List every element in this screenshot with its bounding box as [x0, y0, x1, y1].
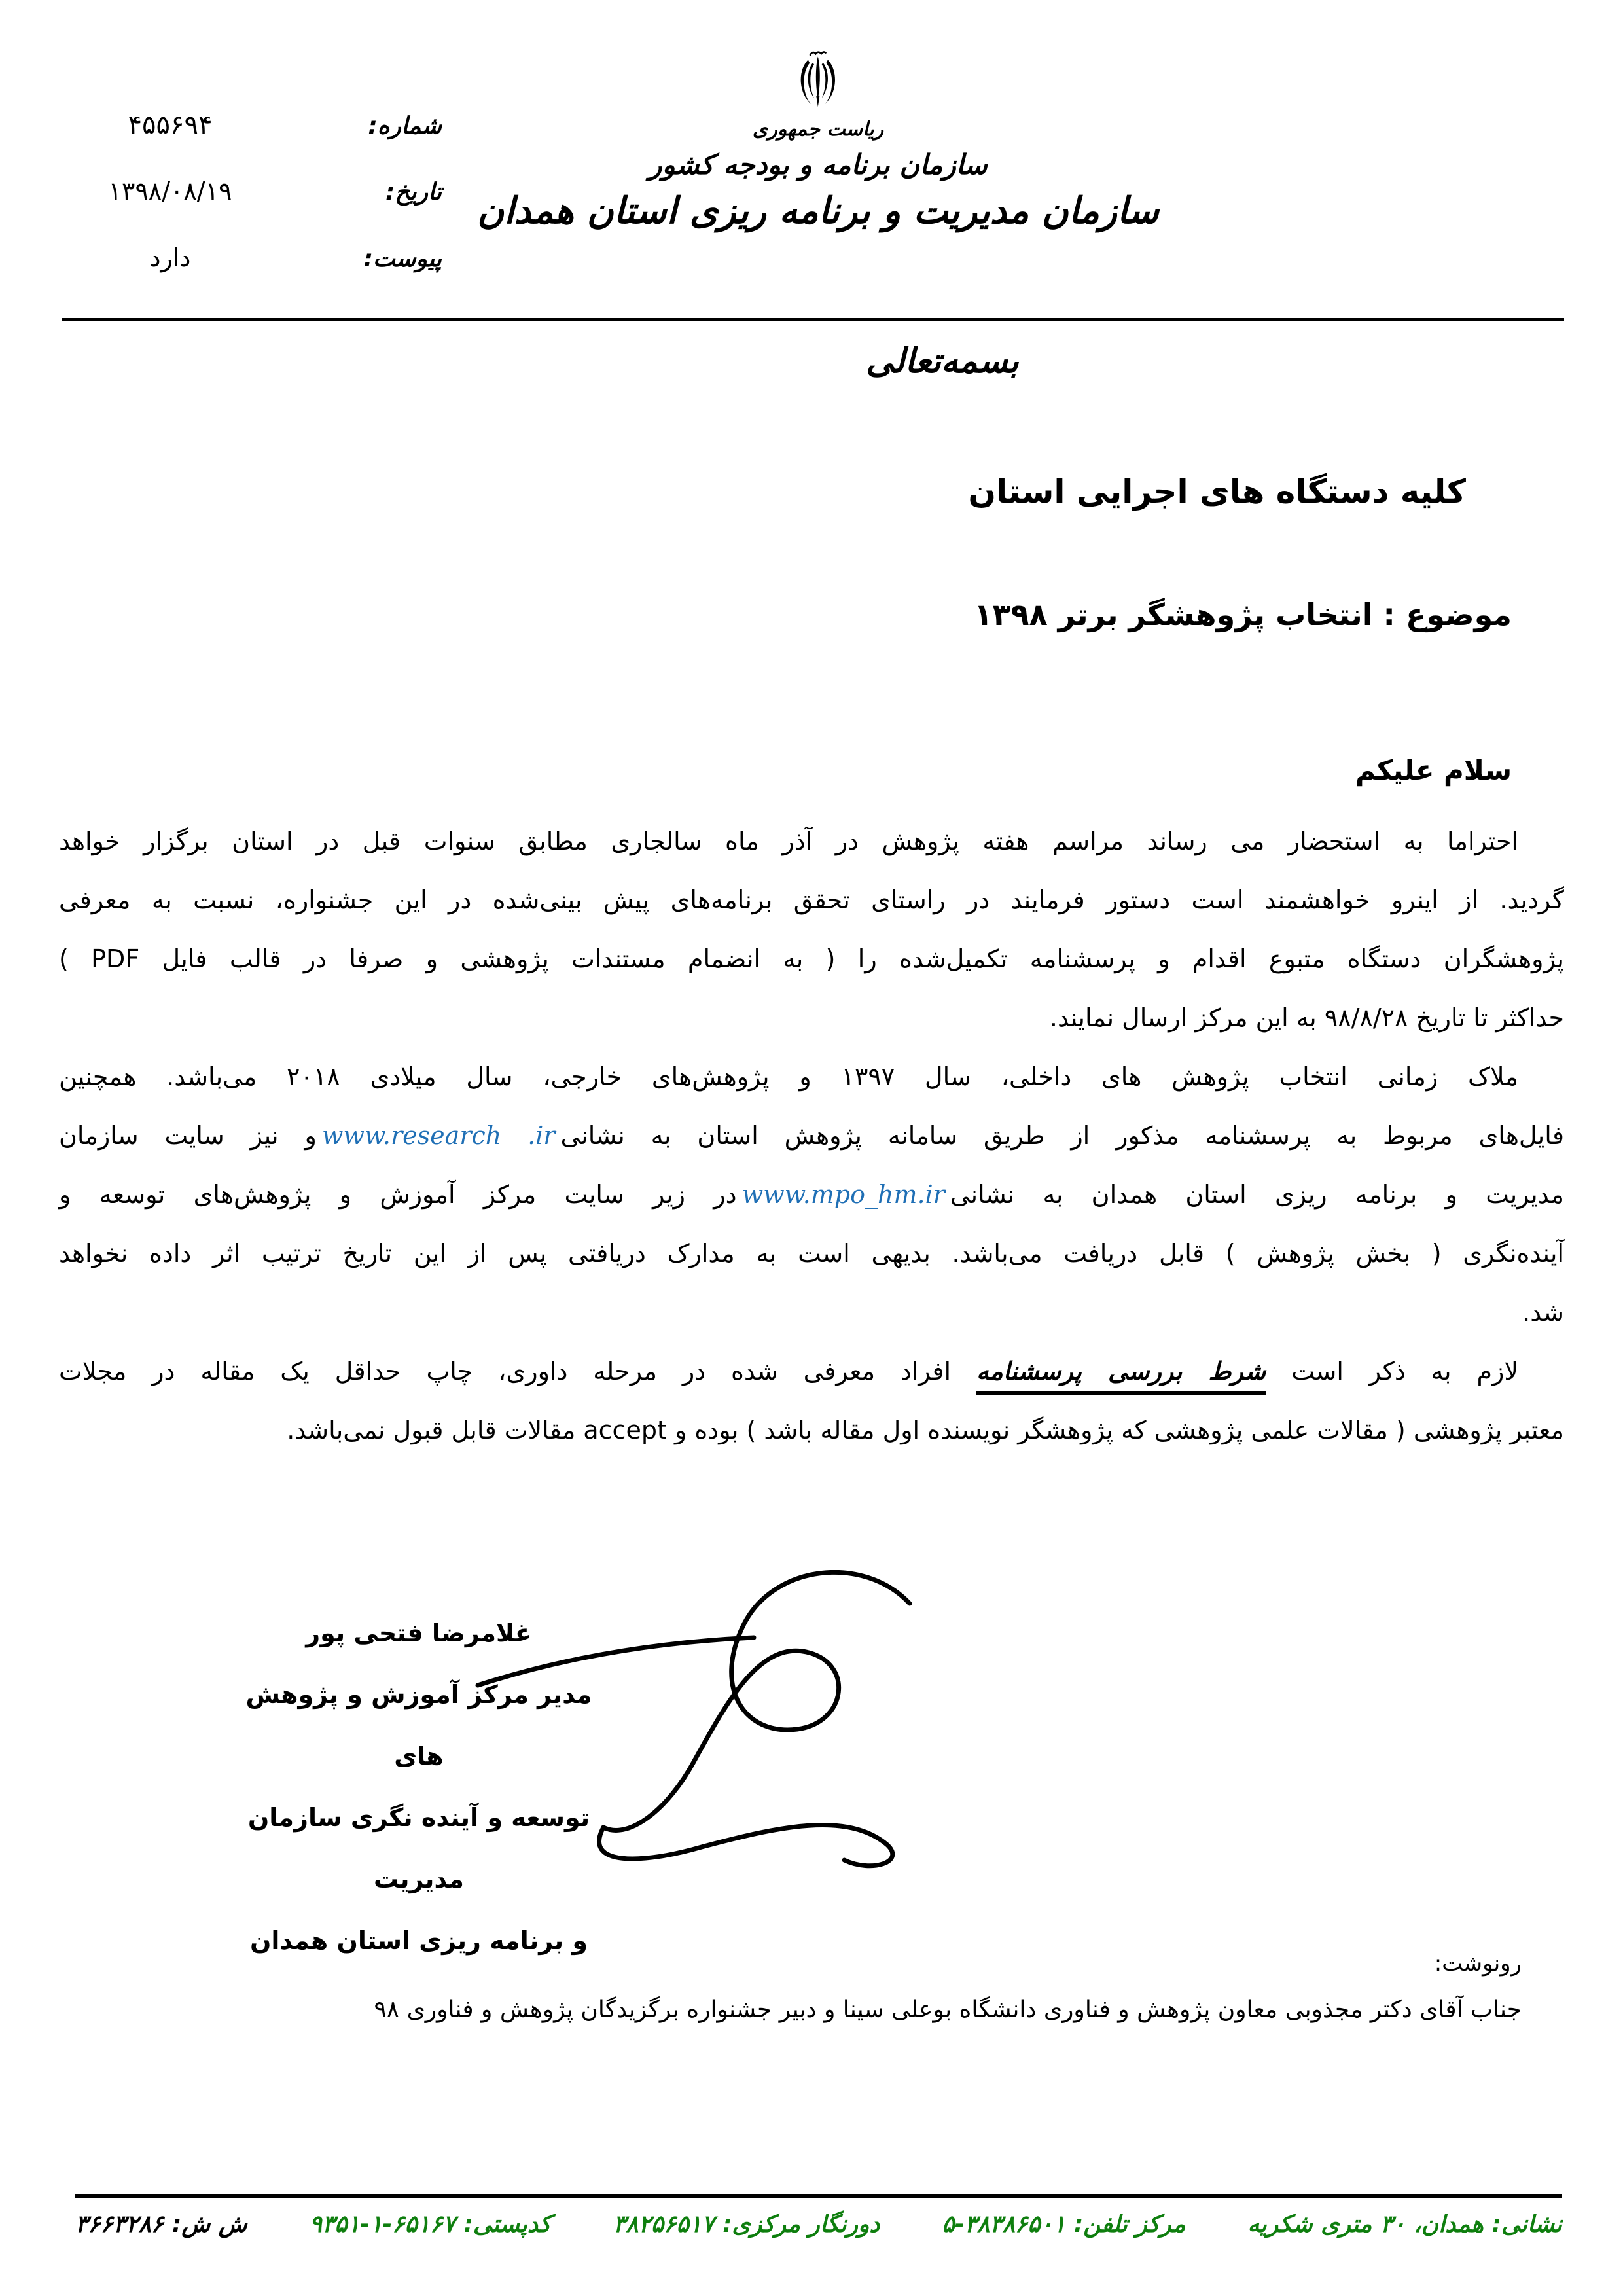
body-line: معتبر پژوهشی ( مقالات علمی پژوهشی که پژوهشگر نویسنده اول مقاله باشد ) بوده و accept مقالات قابل قبول نمی‌باشد.: [287, 1416, 1564, 1444]
questionnaire-condition-emphasis: شرط بررسی پرسشنامه: [976, 1357, 1266, 1395]
body-text: در زیر سایت مرکز آموزش و پژوهش‌های توسعه و: [59, 1180, 737, 1209]
body-text: و نیز سایت سازمان: [59, 1121, 317, 1150]
body-line: ملاک زمانی انتخاب پژوهش های داخلی، سال ۱۳۹۷ و پژوهش‌های خارجی، سال میلادی ۲۰۱۸ می‌باشد. همچنین: [59, 1062, 1518, 1091]
field-date-label: تاریخ:: [385, 179, 442, 206]
recipient-title: کلیه دستگاه های اجرایی استان: [968, 473, 1466, 511]
handwritten-signature-icon: [386, 1564, 949, 1878]
field-number-label: شماره:: [368, 113, 442, 139]
body-text: مدیریت و برنامه ریزی استان همدان به نشانی: [950, 1180, 1564, 1209]
signatory-name: غلامرضا فتحی پور: [306, 1619, 532, 1647]
footer-divider: [75, 2194, 1562, 2198]
letterhead-center: [458, 51, 1178, 232]
footer-postal-code: کدپستی: ۶۵۱۶۷-۱-۹۳۵۱: [309, 2211, 551, 2238]
signatory-title-line-3: و برنامه ریزی استان همدان: [249, 1926, 588, 1955]
presidency-title: ریاست جمهوری: [752, 118, 884, 141]
subject-line: موضوع : انتخاب پژوهشگر برتر ۱۳۹۸: [974, 597, 1512, 632]
research-portal-link[interactable]: www.research .ir: [321, 1121, 556, 1150]
iran-national-emblem-icon: [791, 51, 846, 111]
signatory-title-line-2: توسعه و آینده نگری سازمان مدیریت: [247, 1803, 590, 1893]
body-text: افراد معرفی شده در مرحله داوری، چاپ حداقل یک مقاله در مجلات: [59, 1357, 976, 1386]
body-line: آینده‌نگری ( بخش پژوهش ) قابل دریافت می‌باشد. بدیهی است به مدارک دریافتی پس از این تاریخ ترتیب اثر داده نخواهد: [59, 1239, 1564, 1268]
field-number-value: ۴۵۵۶۹۴: [128, 110, 213, 140]
letter-body: [59, 812, 1564, 1460]
body-line: [59, 1165, 1564, 1224]
footer: [75, 2211, 1562, 2238]
field-attachment-label: پیوست:: [363, 245, 442, 272]
cc-line: جناب آقای دکتر مجذوبی معاون پژوهش و فناوری دانشگاه بوعلی سینا و دبیر جشنواره برگزیدگان پژوهش و فناوری ۹۸: [374, 1996, 1522, 2023]
header-divider: [62, 318, 1564, 321]
body-text: لازم به ذکر است: [1266, 1357, 1519, 1386]
cc-label: رونوشت:: [1434, 1950, 1522, 1977]
body-text: فایل‌های مربوط به پرسشنامه مذکور از طریق سامانه پژوهش استان به نشانی: [560, 1121, 1565, 1150]
footer-serial-number: ش ش: ۳۶۶۳۲۸۶: [75, 2211, 247, 2238]
field-row-date: [62, 177, 442, 243]
letterhead-fields: [62, 110, 442, 310]
body-line: گردید. از اینرو خواهشمند است دستور فرمایند در راستای تحقق برنامه‌های پیش بینی‌شده در این جشنواره، نسبت به معرفی: [59, 886, 1564, 914]
body-line: حداکثر تا تاریخ ۹۸/۸/۲۸ به این مرکز ارسال نمایند.: [1049, 1003, 1564, 1032]
body-line: شد.: [1522, 1298, 1564, 1327]
mpo-site-link[interactable]: www.mpo_hm.ir: [741, 1180, 945, 1209]
bismillah: بسمه‌تعالی: [866, 342, 1019, 381]
org-name-provincial: سازمان مدیریت و برنامه ریزی استان همدان: [477, 190, 1159, 232]
body-line: احتراما به استحضار می رساند مراسم هفته پژوهش در آذر ماه سالجاری مطابق سنوات قبل در استان برگزار خواهد: [59, 827, 1518, 855]
org-name-national: سازمان برنامه و بودجه کشور: [649, 149, 988, 181]
body-line: پژوهشگران دستگاه متبوع اقدام و پرسشنامه تکمیل‌شده را ( به انضمام مستندات پژوهشی و صرفا در قالب فایل PDF ): [59, 944, 1564, 973]
footer-phone: مرکز تلفن: ۳۸۳۸۶۵۰۱-۵: [942, 2211, 1186, 2238]
body-line: [59, 1106, 1564, 1165]
greeting: سلام علیکم: [1355, 754, 1512, 786]
footer-fax: دورنگار مرکزی: ۳۸۲۵۶۵۱۷: [613, 2211, 880, 2238]
signatory-title-line-1: مدیر مرکز آموزش و پژوهش های: [245, 1680, 592, 1770]
field-date-value: ۱۳۹۸/۰۸/۱۹: [108, 177, 232, 206]
body-line: [59, 1342, 1564, 1401]
field-row-attachment: [62, 243, 442, 310]
field-row-number: [62, 110, 442, 177]
field-attachment-value: دارد: [149, 243, 191, 272]
footer-address: نشانی: همدان، ۳۰ متری شکریه: [1247, 2211, 1562, 2238]
